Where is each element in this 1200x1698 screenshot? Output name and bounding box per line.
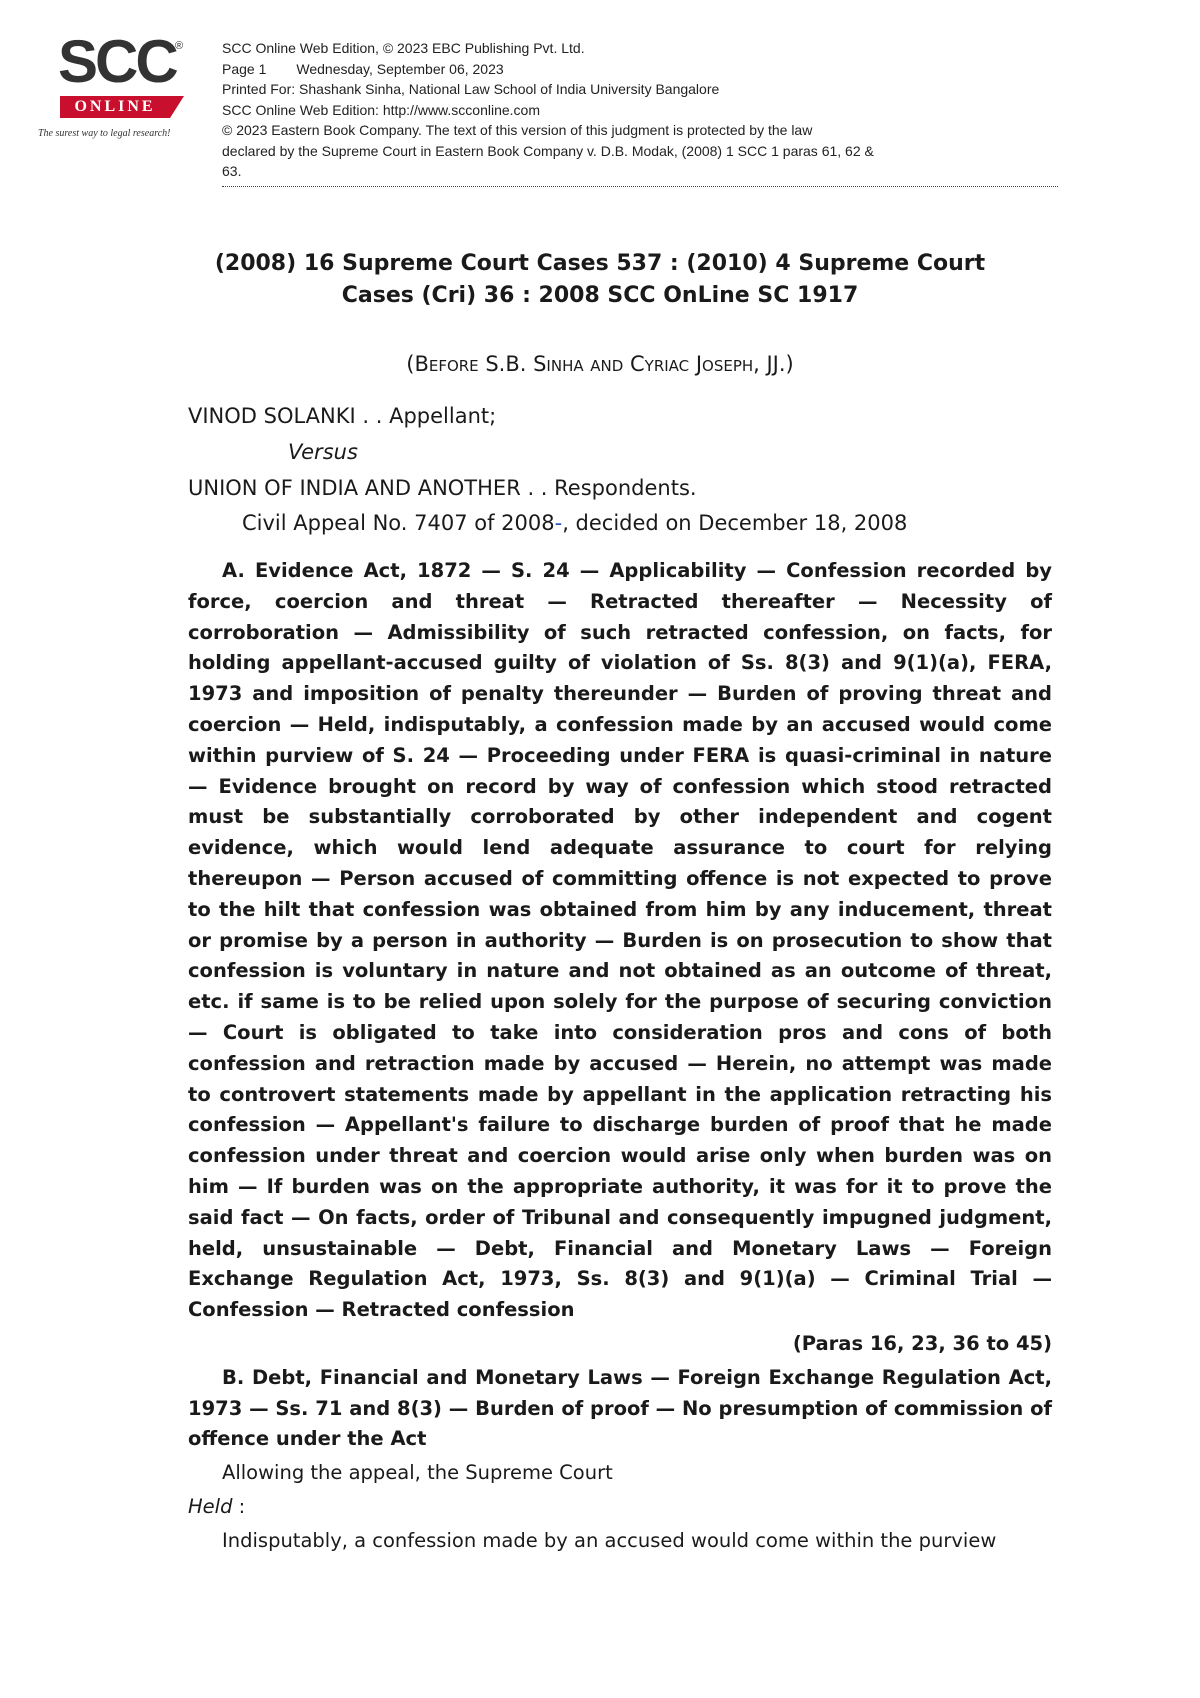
bench-text: (Before S.B. Sinha and Cyriac Joseph, JJ.) <box>406 352 794 376</box>
case-citation <box>150 248 1050 312</box>
citation-line-1: (2008) 16 Supreme Court Cases 537 : (2010) 4 Supreme Court <box>214 251 986 276</box>
held-label: Held <box>188 1494 233 1518</box>
copyright-line-2: declared by the Supreme Court in Eastern Book Company v. D.B. Modak, (2008) 1 SCC 1 paras 61, 62 & <box>222 142 874 159</box>
copyright-line-1: © 2023 Eastern Book Company. The text of this version of this judgment is protected by the law <box>222 122 813 138</box>
copyright-line-3: 63. <box>222 163 242 179</box>
bench-line <box>150 350 1050 378</box>
appellant-line: VINOD SOLANKI . . Appellant; <box>188 404 497 428</box>
decision-date: , decided on December 18, 2008 <box>562 511 908 535</box>
edition-line: SCC Online Web Edition, © 2023 EBC Publishing Pvt. Ltd. <box>222 40 585 56</box>
case-number-dash: - <box>554 511 563 535</box>
logo-tagline: The surest way to legal research! <box>38 128 171 139</box>
web-edition-line: SCC Online Web Edition: http://www.scconline.com <box>222 101 540 118</box>
headnote-b: B. Debt, Financial and Monetary Laws — Foreign Exchange Regulation Act, 1973 — Ss. 71 and 8(3) — Burden of proof — No presumption of commission of offence under the Act <box>188 1365 1052 1451</box>
headnote-a-paras: (Paras 16, 23, 36 to 45) <box>792 1331 1052 1355</box>
case-number-line <box>242 509 907 537</box>
citation-line-2: Cases (Cri) 36 : 2008 SCC OnLine SC 1917 <box>341 283 859 308</box>
indisputably-paragraph: Indisputably, a confession made by an accused would come within the purview <box>222 1528 997 1552</box>
headnote-a: A. Evidence Act, 1872 — S. 24 — Applicability — Confession recorded by force, coercion and threat — Retracted thereafter — Necessity of corroboration — Admissibility of such retracted confession, on facts, for holding appellant-accused guilty of violation of Ss. 8(3) and 9(1)(a), FERA, 1973 and imposition of penalty thereunder — Burden of proving threat and coercion — Held, indisputably, a confession made by an accused would come within purview of S. 24 — Proceeding under FERA is quasi-criminal in nature — Evidence brought on record by way of confession which stood retracted must be substantially corroborated by other independent and cogent evidence, which would lend adequate assurance to court for relying thereupon — Person accused of committing offence is not expected to prove to the hilt that confession was obtained from him by any inducement, threat or promise by a person in authority — Burden is on prosecution to show that confession is voluntary in nature and not obtained as an outcome of threat, etc. if same is to be relied upon solely for the purpose of securing conviction — Court is obligated to take into consideration pros and cons of both confession and retraction made by accused — Herein, no attempt was made to controvert statements made by appellant in the application retracting his confession — Appellant's failure to discharge burden of proof that he made confession under threat and coercion would arise only when burden was on him — If burden was on the appropriate authority, it was for it to prove the said fact — On facts, order of Tribunal and consequently impugned judgment, held, unsustainable — Debt, Financial and Monetary Laws — Foreign Exchange Regulation Act, 1973, Ss. 8(3) and 9(1)(a) — Criminal Trial — Confession — Retracted confession <box>188 559 1052 1322</box>
respondent-line: UNION OF INDIA AND ANOTHER . . Respondents. <box>188 476 697 500</box>
logo-banner-flag-icon <box>170 96 184 118</box>
case-number: Civil Appeal No. 7407 of 2008 <box>242 511 555 535</box>
held-colon: : <box>232 1494 246 1518</box>
scc-online-logo <box>38 28 208 146</box>
print-header <box>222 38 982 182</box>
logo-scc-text: SCC <box>58 28 176 95</box>
header-divider <box>222 186 1058 187</box>
page-number: Page 1 <box>222 60 267 77</box>
allowing-line: Allowing the appeal, the Supreme Court <box>222 1461 613 1485</box>
judgment-body <box>188 556 1052 1560</box>
page-date-line <box>222 59 982 80</box>
registered-mark-icon: ® <box>175 40 184 52</box>
logo-online-banner: ONLINE <box>60 96 170 118</box>
held-line <box>188 1492 1052 1523</box>
print-date: Wednesday, September 06, 2023 <box>296 60 504 77</box>
printed-for-line: Printed For: Shashank Sinha, National Law School of India University Bangalore <box>222 81 720 97</box>
versus-line: Versus <box>288 440 358 464</box>
